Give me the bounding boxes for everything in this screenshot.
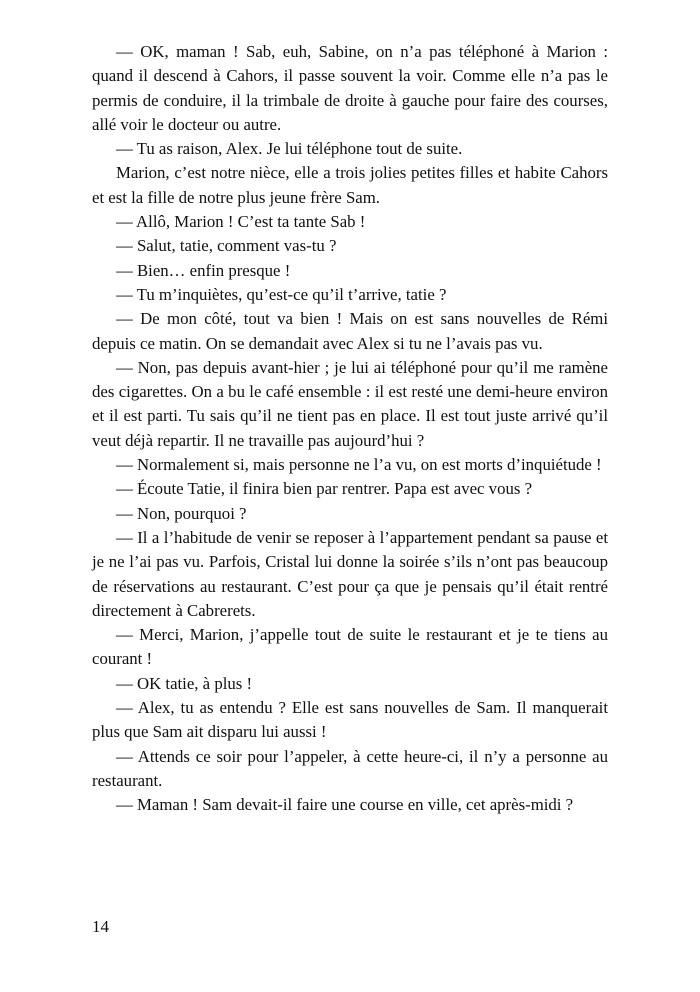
paragraph: — Tu as raison, Alex. Je lui téléphone tout de suite.	[116, 139, 463, 159]
page-body	[92, 40, 608, 818]
paragraph: — Non, pas depuis avant-hier ; je lui ai téléphoné pour qu’il me ramène des cigarettes. On a bu le café ensemble : il est resté une demi-heure environ et il est parti. Tu sais qu’il ne tient pas en place. Il est tout juste arrivé qu’il veut déjà repartir. Il ne travaille pas aujourd’hui ?	[92, 357, 608, 450]
paragraph: — Allô, Marion ! C’est ta tante Sab !	[116, 212, 366, 232]
paragraph: — Écoute Tatie, il finira bien par rentrer. Papa est avec vous ?	[116, 479, 533, 499]
paragraph: — Il a l’habitude de venir se reposer à l’appartement pendant sa pause et je ne l’ai pas vu. Parfois, Cristal lui donne la soirée s’ils n’ont pas beaucoup de réservations au restaurant. C’est pour ça que je pensais qu’il était rentré directement à Cabrerets.	[92, 527, 608, 620]
paragraph: — Normalement si, mais personne ne l’a vu, on est morts d’inquiétude !	[116, 455, 602, 475]
page-number: 14	[92, 917, 109, 936]
paragraph: — Attends ce soir pour l’appeler, à cette heure-ci, il n’y a personne au restaurant.	[92, 746, 608, 790]
paragraph: — OK tatie, à plus !	[116, 673, 253, 693]
paragraph: — Non, pourquoi ?	[116, 503, 247, 523]
paragraph: — Salut, tatie, comment vas-tu ?	[116, 236, 337, 256]
paragraph: — Maman ! Sam devait-il faire une course en ville, cet après-midi ?	[116, 795, 574, 815]
paragraph: — Merci, Marion, j’appelle tout de suite le restaurant et je te tiens au courant !	[92, 625, 608, 669]
paragraph: — OK, maman ! Sab, euh, Sabine, on n’a pas téléphoné à Marion : quand il descend à Cahors, il passe souvent la voir. Comme elle n’a pas le permis de conduire, il la trimbale de droite à gauche pour faire des courses, allé voir le docteur ou autre.	[92, 42, 608, 134]
paragraph: Marion, c’est notre nièce, elle a trois jolies petites filles et habite Cahors et est la fille de notre plus jeune frère Sam.	[92, 163, 608, 207]
paragraph: — Alex, tu as entendu ? Elle est sans nouvelles de Sam. Il manquerait plus que Sam ait disparu lui aussi !	[92, 698, 608, 742]
paragraph: — Tu m’inquiètes, qu’est-ce qu’il t’arrive, tatie ?	[116, 284, 447, 304]
paragraph: — Bien… enfin presque !	[116, 260, 291, 280]
paragraph: — De mon côté, tout va bien ! Mais on est sans nouvelles de Rémi depuis ce matin. On se demandait avec Alex si tu ne l’avais pas vu.	[92, 309, 608, 353]
